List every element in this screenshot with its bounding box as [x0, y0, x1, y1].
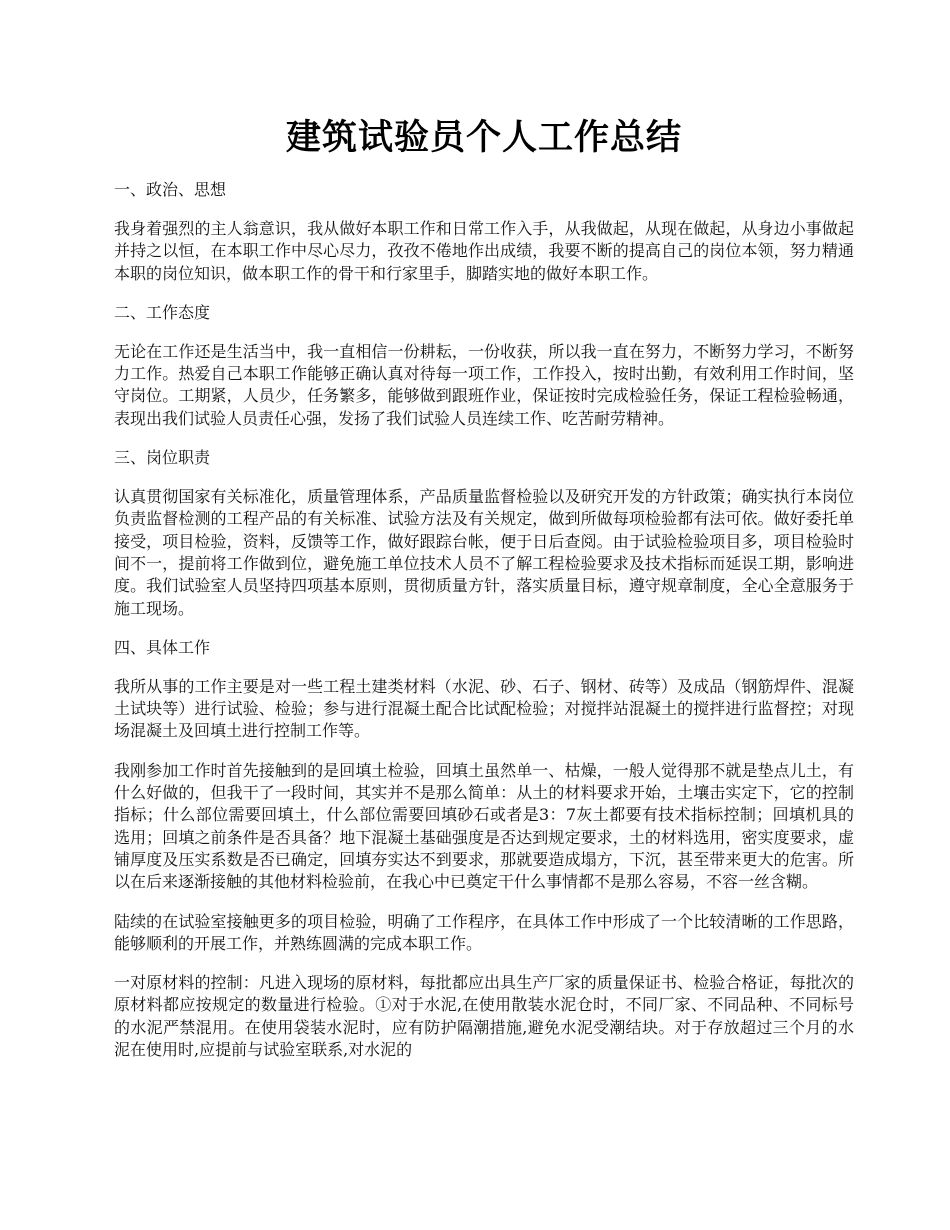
paragraph: 无论在工作还是生活当中，我一直相信一份耕耘，一份收获，所以我一直在努力，不断努力学习，不断努力工作。热爱自己本职工作能够正确认真对待每一项工作，工作投入，按时出勤，有效利用工作时间，坚守岗位。工期紧，人员少，任务繁多，能够做到跟班作业，保证按时完成检验任务，保证工程检验畅通，表现出我们试验人员责任心强，发扬了我们试验人员连续工作、吃苦耐劳精神。 — [114, 341, 854, 428]
section-heading: 四、具体工作 — [114, 637, 211, 657]
paragraph: 我身着强烈的主人翁意识，我从做好本职工作和日常工作入手，从我做起，从现在做起，从身边小事做起并持之以恒，在本职工作中尽心尽力，孜孜不倦地作出成绩，我要不断的提高自己的岗位本领，努力精通本职的岗位知识，做本职工作的骨干和行家里手，脚踏实地的做好本职工作。 — [114, 219, 854, 283]
document-title: 建筑试验员个人工作总结 — [285, 117, 682, 158]
section-heading: 二、工作态度 — [114, 302, 211, 322]
document-page — [114, 0, 854, 1061]
paragraph: 我所从事的工作主要是对一些工程土建类材料（水泥、砂、石子、钢材、砖等）及成品（钢筋焊件、混凝土试块等）进行试验、检验；参与进行混凝土配合比试配检验；对搅拌站混凝土的搅拌进行监督控；对现场混凝土及回填土进行控制工作等。 — [114, 676, 854, 741]
section-specific-work — [114, 637, 854, 1061]
section-heading: 一、政治、思想 — [114, 180, 227, 199]
section-heading: 三、岗位职责 — [114, 448, 211, 468]
section-attitude — [114, 302, 854, 430]
paragraph: 认真贯彻国家有关标准化，质量管理体系，产品质量监督检验以及研究开发的方针政策；确实执行本岗位负责监督检测的工程产品的有关标准、试验方法及有关规定，做到所做每项检验都有法可依。做好委托单接受，项目检验，资料，反馈等工作，做好跟踪台帐，便于日后查阅。由于试验检验项目多，项目检验时间不一，提前将工作做到位，避免施工单位技术人员不了解工程检验要求及技术指标而延误工期，影响进度。我们试验室人员坚持四项基本原则，贯彻质量方针，落实质量目标，遵守规章制度，全心全意服务于施工现场。 — [114, 487, 854, 618]
paragraph: 我刚参加工作时首先接触到的是回填土检验，回填土虽然单一、枯燥，一般人觉得那不就是垫点儿土，有什么好做的，但我干了一段时间，其实并不是那么简单：从土的材料要求开始，土壤击实定下，它的控制指标；什么部位需要回填土，什么部位需要回填砂石或者是3：7灰土都要有技术指标控制；回填机具的选用；回填之前条件是否具备？地下混凝土基础强度是否达到规定要求，土的材料选用，密实度要求，虚铺厚度及压实系数是否已确定，回填夯实达不到要求，那就要造成塌方，下沉，甚至带来更大的危害。所以在后来逐渐接触的其他材料检验前，在我心中已奠定干什么事情都不是那么容易，不容一丝含糊。 — [114, 760, 854, 892]
paragraph: 陆续的在试验室接触更多的项目检验，明确了工作程序，在具体工作中形成了一个比较清晰的工作思路，能够顺利的开展工作，并熟练圆满的完成本职工作。 — [114, 911, 854, 953]
section-politics — [114, 179, 854, 285]
section-duties — [114, 447, 854, 620]
paragraph: 一对原材料的控制：凡进入现场的原材料，每批都应出具生产厂家的质量保证书、检验合格证，每批次的原材料都应按规定的数量进行检验。①对于水泥,在使用散装水泥仓时，不同厂家、不同品种、不同标号的水泥严禁混用。在使用袋装水泥时，应有防护隔潮措施,避免水泥受潮结块。对于存放超过三个月的水泥在使用时,应提前与试验室联系,对水泥的 — [114, 973, 854, 1060]
